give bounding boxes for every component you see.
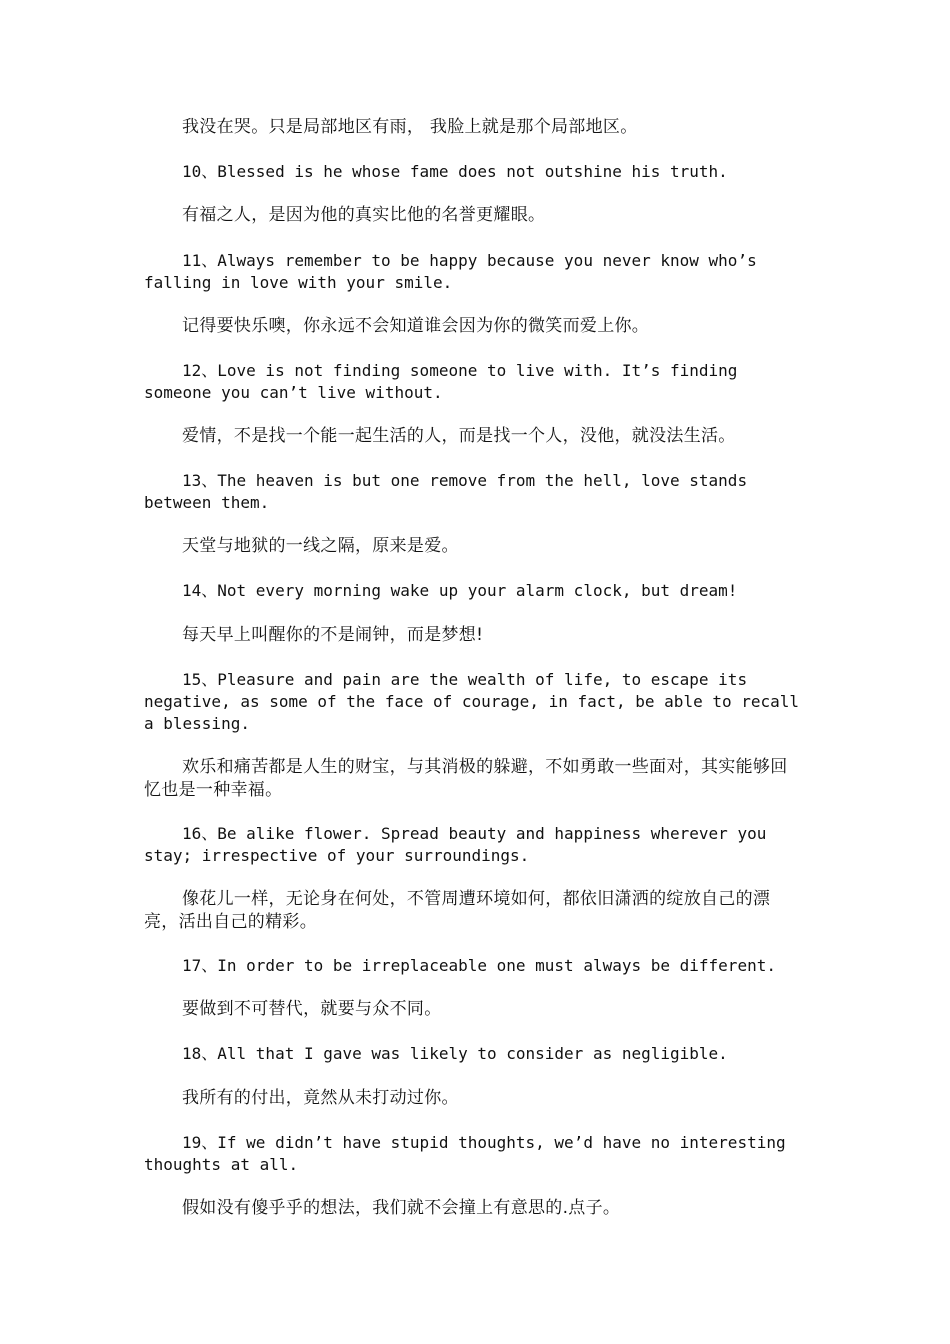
- paragraph-en: 12、Love is not finding someone to live with. It’s finding someone you can’t live without.: [144, 361, 738, 402]
- paragraph-zh: 有福之人，是因为他的真实比他的名誉更耀眼。: [182, 205, 546, 225]
- paragraph-en: 10、Blessed is he whose fame does not outshine his truth.: [182, 162, 728, 181]
- paragraph-zh: 假如没有傻乎乎的想法，我们就不会撞上有意思的.点子。: [182, 1198, 621, 1218]
- paragraph-zh: 我没在哭。只是局部地区有雨， 我脸上就是那个局部地区。: [182, 117, 638, 137]
- paragraph-zh: 爱情，不是找一个能一起生活的人，而是找一个人，没他，就没法生活。: [182, 426, 736, 446]
- paragraph-zh: 像花儿一样，无论身在何处，不管周遭环境如何，都依旧潇洒的绽放自己的漂亮，活出自己的精彩。: [144, 889, 771, 932]
- paragraph-en: 13、The heaven is but one remove from the hell, love stands between them.: [144, 471, 748, 512]
- paragraph-en: 18、All that I gave was likely to consider as negligible.: [182, 1044, 728, 1063]
- paragraph-en: 19、If we didn’t have stupid thoughts, we’d have no interesting thoughts at all.: [144, 1133, 786, 1174]
- paragraph-en: 16、Be alike flower. Spread beauty and happiness wherever you stay; irrespective of your surroundings.: [144, 824, 767, 865]
- paragraph-zh: 要做到不可替代，就要与众不同。: [182, 999, 442, 1019]
- paragraph-zh: 记得要快乐噢，你永远不会知道谁会因为你的微笑而爱上你。: [182, 316, 650, 336]
- paragraph-en: 14、Not every morning wake up your alarm clock, but dream!: [182, 581, 738, 600]
- paragraph-zh: 天堂与地狱的一线之隔，原来是爱。: [182, 536, 459, 556]
- paragraph-zh: 每天早上叫醒你的不是闹钟，而是梦想!: [182, 625, 484, 645]
- paragraph-en: 11、Always remember to be happy because you never know who’s falling in love with your smile.: [144, 251, 757, 292]
- paragraph-en: 15、Pleasure and pain are the wealth of life, to escape its negative, as some of the face of courage, in fact, be able to recall a blessing.: [144, 670, 800, 733]
- paragraph-zh: 欢乐和痛苦都是人生的财宝，与其消极的躲避，不如勇敢一些面对，其实能够回忆也是一种幸福。: [144, 757, 788, 800]
- paragraph-zh: 我所有的付出，竟然从未打动过你。: [182, 1088, 459, 1108]
- paragraph-en: 17、In order to be irreplaceable one must always be different.: [182, 956, 776, 975]
